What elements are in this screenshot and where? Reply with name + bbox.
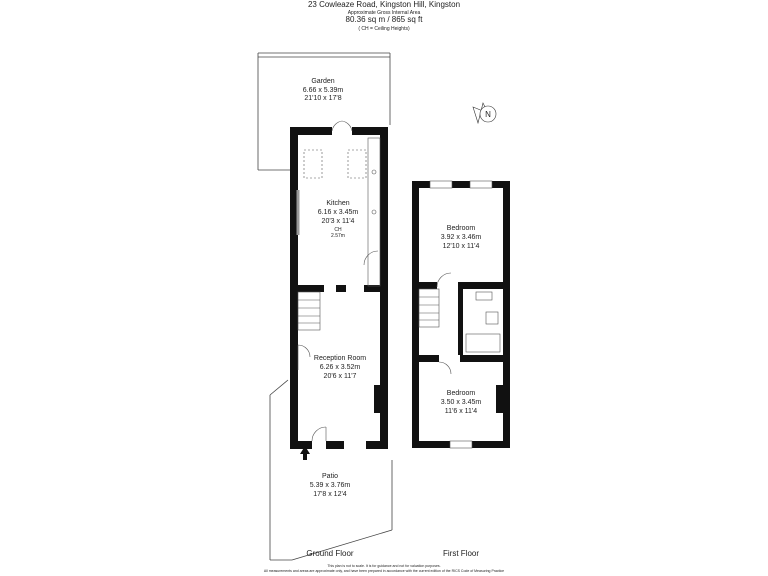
kitchen-ch-value: 2.57m (331, 233, 345, 239)
bedroom2-imperial: 11'6 x 11'4 (444, 408, 478, 415)
compass-icon (473, 103, 496, 123)
compass-letter: N (485, 110, 491, 119)
footer-measurements: All measurements and areas are approximate only, and have been prepared in accordance with the current edition of the RICS Code of Measuring Practice (263, 569, 505, 573)
footer-disclaimer: This plan is not to scale. It is for guidance and not for valuation purposes. (327, 564, 441, 568)
reception-metric: 6.26 x 3.52m (319, 364, 361, 371)
area-label: Approximate Gross Internal Area (347, 10, 421, 16)
kitchen-ch-label: CH (334, 227, 342, 233)
patio-imperial: 17'8 x 12'4 (313, 491, 347, 498)
bedroom1-name: Bedroom (446, 225, 476, 232)
bedroom2-name: Bedroom (446, 390, 476, 397)
ground-floor-walls (290, 127, 388, 449)
bedroom1-imperial: 12'10 x 11'4 (442, 243, 480, 250)
reception-name: Reception Room (313, 355, 367, 362)
bedroom1-metric: 3.92 x 3.46m (440, 234, 482, 241)
reception-imperial: 20'6 x 11'7 (323, 373, 357, 380)
patio-metric: 5.39 x 3.76m (309, 482, 351, 489)
garden-metric: 6.66 x 5.39m (302, 87, 344, 94)
kitchen-imperial: 20'3 x 11'4 (321, 218, 355, 225)
ceiling-height-note: ( CH = Ceiling Heights) (358, 26, 410, 32)
ground-floor-label: Ground Floor (306, 549, 354, 558)
bedroom2-metric: 3.50 x 3.45m (440, 399, 482, 406)
garden-imperial: 21'10 x 17'8 (304, 95, 342, 102)
kitchen-metric: 6.16 x 3.45m (317, 209, 359, 216)
garden-name: Garden (311, 78, 335, 85)
patio-name: Patio (322, 473, 338, 480)
address-title: 23 Cowleaze Road, Kingston Hill, Kingston (307, 0, 461, 9)
kitchen-name: Kitchen (326, 200, 350, 207)
area-value: 80.36 sq m / 865 sq ft (345, 15, 423, 24)
first-floor-label: First Floor (443, 549, 479, 558)
